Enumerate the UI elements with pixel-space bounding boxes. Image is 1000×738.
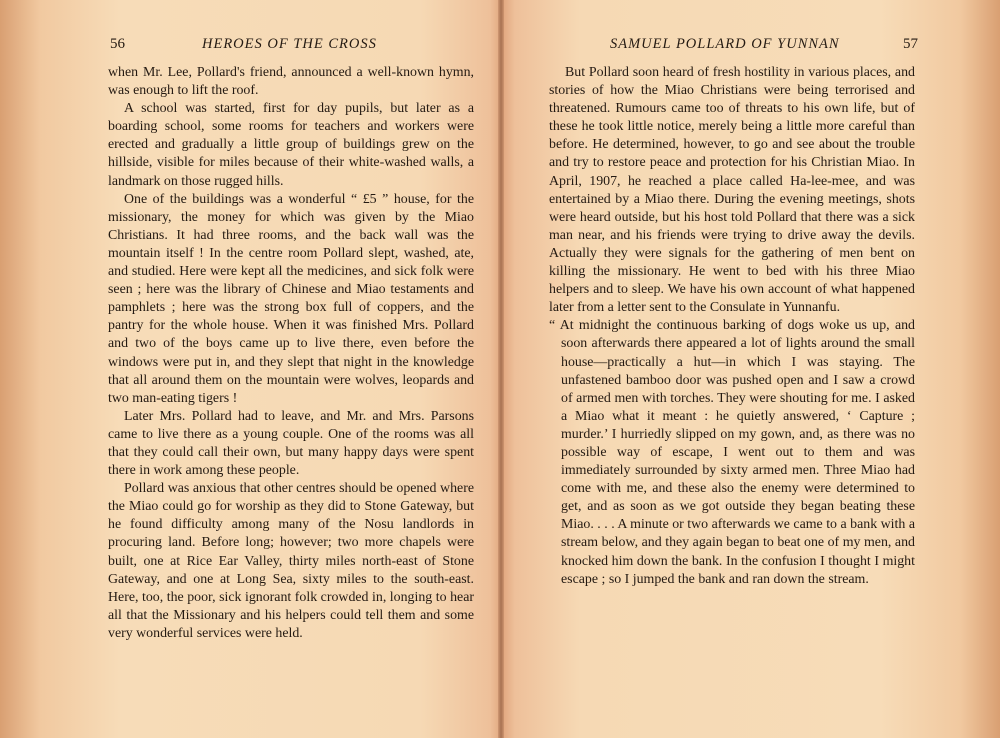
paragraph: when Mr. Lee, Pollard's friend, announced a well-known hymn, was enough to lift the roof. <box>108 65 474 99</box>
paragraph: But Pollard soon heard of fresh hostility in various places, and stories of how the Miao Christians were being terrorised and threatened. Rumours came too of threats to his own life, but of these he took little notice, merely being a little more careful than before. He determined, however, to go and see about the trouble and try to restore peace and protection for his Christian Miao. In April, 1907, he reached a place called Ha-lee-mee, and was entertained by a Miao there. During the evening meetings, shots were heard outside, but his host told Pollard that there was a sick man near, and his friends were trying to drive away the devils. Actually they were signals for the gathering of men bent on killing the missionary. He went to bed with his three Miao helpers and to sleep. We have his own account of what happened later from a letter sent to the Consulate in Yunnanfu. <box>549 65 915 316</box>
body-text <box>108 64 474 643</box>
page-number: 57 <box>903 36 918 52</box>
paragraph: A school was started, first for day pupils, but later as a boarding school, some rooms for teachers and workers were erected and gradually a little group of buildings grew on the hillside, visible for miles because of their white-washed walls, a landmark on those rugged hills. <box>108 101 474 189</box>
paragraph: One of the buildings was a wonderful “ £5 ” house, for the missionary, the money for which was given by the Miao Christians. It had three rooms, and the back wall was the mountain itself ! In the centre room Pollard slept, washed, ate, and studied. Here were kept all the medicines, and sick folk were seen ; here was the library of Chinese and Miao testaments and pamphlets ; here was the strong box full of coppers, and the pantry for the whole house. When it was finished Mrs. Pollard and two of the boys came up to live there, even before the windows were put in, and they slept that night in the knowledge that all around them on the mountain were wolves, leopards and two man-eating tigers ! <box>108 191 474 406</box>
paragraph: Later Mrs. Pollard had to leave, and Mr. and Mrs. Parsons came to live there as a young couple. One of the rooms was all that they could call their own, but many happy days were spent there in work among these people. <box>108 408 474 479</box>
paragraph: Pollard was anxious that other centres should be opened where the Miao could go for worship as they did to Stone Gateway, but he found difficulty among many of the Nosu landlords in procuring land. Before long; however; two more chapels were built, one at Rice Ear Valley, thirty miles north-east of Stone Gateway, and one at Long Sea, sixty miles to the south-east. Here, too, the poor, sick ignorant folk crowded in, longing to hear all that the Missionary and his helpers could tell them and some very wonderful services were held. <box>108 481 474 641</box>
body-text <box>549 64 915 589</box>
running-head: SAMUEL POLLARD OF YUNNAN <box>610 36 840 52</box>
running-head: HEROES OF THE CROSS <box>202 36 377 52</box>
right-page <box>500 0 1000 738</box>
page-number: 56 <box>110 36 125 52</box>
quoted-paragraph: “ At midnight the continuous barking of dogs woke us up, and soon afterwards there appeared a lot of lights around the small house—practically a hut—in which I was staying. The unfastened bamboo door was pushed open and I saw a crowd of armed men with torches. They were shouting for me. I asked a Miao what it meant : he quietly answered, ‘ Capture ; murder.’ I hurriedly slipped on my gown, and, as there was no possible way of escape, I went out to them and was immediately surrounded by sixty armed men. Three Miao had come with me, and these also the enemy were determined to get, and as soon as we got outside they began beating these Miao. . . . A minute or two afterwards we came to a bank with a stream below, and they again began to beat one of my men, and knocked him down the bank. In the confusion I thought I might escape ; so I jumped the bank and ran down the stream. <box>549 318 915 587</box>
